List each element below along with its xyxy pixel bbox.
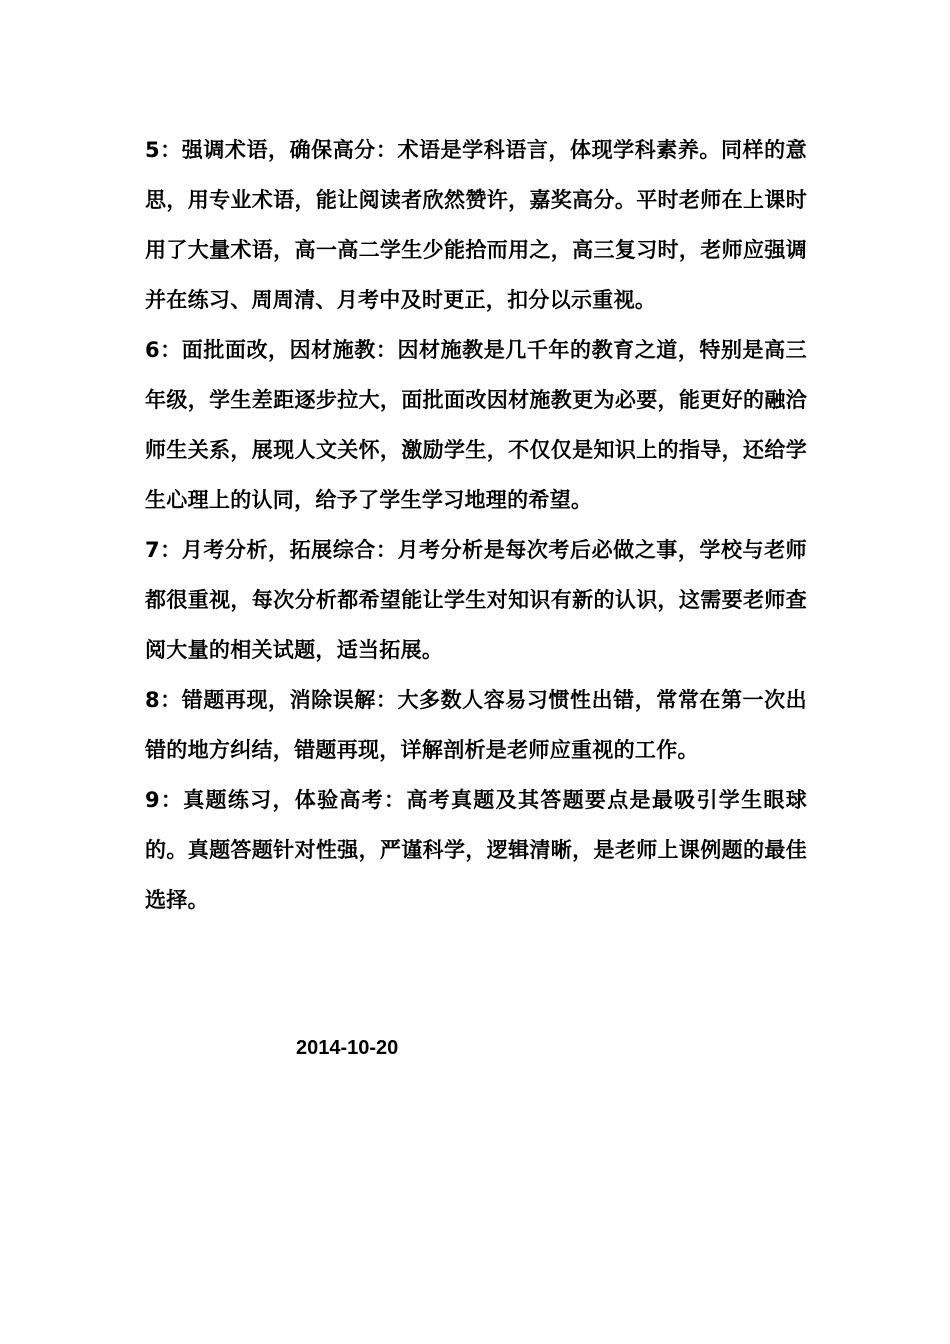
paragraph-item-7: 7：月考分析，拓展综合：月考分析是每次考后必做之事，学校与老师都很重视，每次分析都希望能让学生对知识有新的认识，这需要老师查阅大量的相关试题，适当拓展。: [145, 538, 807, 662]
document-date: 2014-10-20: [296, 1037, 399, 1059]
paragraph-item-8: 8：错题再现，消除误解：大多数人容易习惯性出错，常常在第一次出错的地方纠结，错题再现，详解剖析是老师应重视的工作。: [145, 688, 807, 762]
paragraph-item-9: 9：真题练习，体验高考：高考真题及其答题要点是最吸引学生眼球的。真题答题针对性强，严谨科学，逻辑清晰，是老师上课例题的最佳选择。: [145, 788, 807, 912]
document-body: [145, 125, 807, 925]
paragraph-item-6: 6：面批面改，因材施教：因材施教是几千年的教育之道，特别是高三年级，学生差距逐步拉大，面批面改因材施教更为必要，能更好的融洽师生关系，展现人文关怀，激励学生，不仅仅是知识上的指导，还给学生心理上的认同，给予了学生学习地理的希望。: [145, 338, 807, 512]
paragraph-item-5: 5：强调术语，确保高分：术语是学科语言，体现学科素养。同样的意思，用专业术语，能让阅读者欣然赞许，嘉奖高分。平时老师在上课时用了大量术语，高一高二学生少能拾而用之，高三复习时，老师应强调并在练习、周周清、月考中及时更正，扣分以示重视。: [145, 138, 807, 312]
